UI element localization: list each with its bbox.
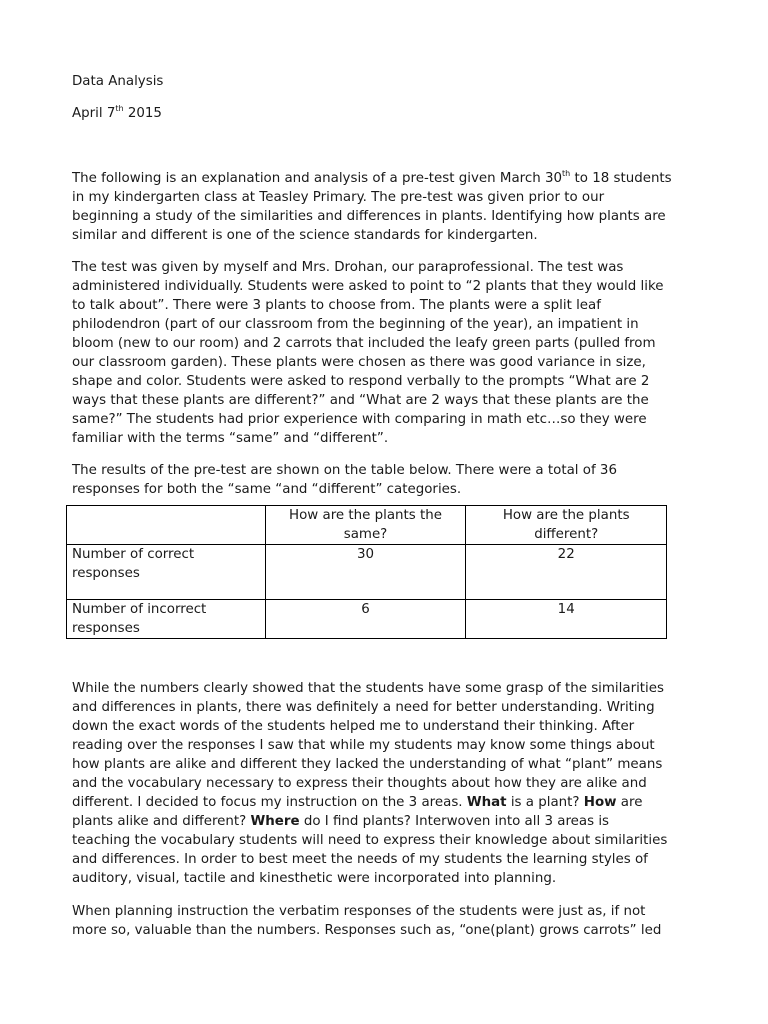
paragraph-line: responses for both the “same “and “different” categories. [72,482,462,497]
paragraph-line: The results of the pre-test are shown on the table below. There were a total of 36 [72,463,617,478]
table-row [67,600,667,639]
paragraph-analysis [72,679,696,888]
paragraph-line: similar and different is one of the science standards for kindergarten. [72,228,538,243]
paragraph-line: teaching the vocabulary students will need to express their knowledge about similarities [72,833,668,848]
paragraph-line: shape and color. Students were asked to respond verbally to the prompts “What are 2 [72,374,650,389]
paragraph-line: in my kindergarten class at Teasley Primary. The pre-test was given prior to our [72,190,605,205]
paragraph-line: The test was given by myself and Mrs. Drohan, our paraprofessional. The test was [72,260,624,275]
cell-incorrect-different: 14 [466,600,667,639]
header-text: different? [534,527,599,542]
paragraph-line: bloom (new to our room) and 2 carrots that included the leafy green parts (pulled from [72,336,656,351]
bold-how: How [583,795,617,810]
paragraph-line [72,812,696,831]
paragraph-line [72,793,696,812]
paragraph-line: beginning a study of the similarities and differences in plants. Identifying how plants are [72,209,666,224]
table-header-empty [67,506,266,545]
header-text: How are the plants [502,508,630,523]
row-label-incorrect [67,600,266,639]
paragraph-line: how plants are alike and different they lacked the understanding of what “plant” means [72,757,663,772]
paragraph-line: to talk about”. There were 3 plants to choose from. The plants were a split leaf [72,298,601,313]
cell-correct-different: 22 [466,545,667,600]
paragraph-line: familiar with the terms “same” and “different”. [72,431,389,446]
cell-incorrect-same: 6 [265,600,466,639]
date-ordinal: th [115,103,124,113]
paragraph-planning [72,902,696,940]
results-table [66,505,667,639]
paragraph-line: reading over the responses I saw that while my students may know some things about [72,738,655,753]
paragraph-introduction [72,169,696,245]
intro-text-start: The following is an explanation and analysis of a pre-test given March 30 [72,171,563,186]
header-text: same? [343,527,388,542]
date-year: 2015 [123,106,162,121]
analysis-text: different. I decided to focus my instruction on the 3 areas. [72,795,467,810]
paragraph-line: our classroom garden). These plants were chosen as there was good variance in size, [72,355,646,370]
paragraph-line: and the vocabulary necessary to express their thoughts about how they are alike and [72,776,647,791]
paragraph-line: administered individually. Students were asked to point to “2 plants that they would like [72,279,664,294]
paragraph-results-intro [72,461,696,499]
paragraph-line: and differences in plants, there was definitely a need for better understanding. Writing [72,700,655,715]
table-row [67,545,667,600]
paragraph-line: same?” The students had prior experience with comparing in math etc…so they were [72,412,647,427]
document-page [72,72,696,940]
paragraph-line: philodendron (part of our classroom from the beginning of the year), an impatient in [72,317,639,332]
analysis-text: is a plant? [506,795,584,810]
paragraph-line: down the exact words of the students helped me to understand their thinking. After [72,719,635,734]
bold-what: What [466,795,507,810]
document-date [72,104,696,123]
analysis-text: do I find plants? Interwoven into all 3 areas is [299,814,610,829]
bold-where: Where [250,814,300,829]
paragraph-line: and differences. In order to best meet the needs of my students the learning styles of [72,852,648,867]
intro-ordinal: th [562,168,571,178]
intro-text-end: to 18 students [570,171,672,186]
table-header-different [466,506,667,545]
table-header-same [265,506,466,545]
table-header-row [67,506,667,545]
row-label-correct [67,545,266,600]
paragraph-line: When planning instruction the verbatim responses of the students were just as, if not [72,904,646,919]
paragraph-line: While the numbers clearly showed that the students have some grasp of the similarities [72,681,664,696]
paragraph-line: ways that these plants are different?” and “What are 2 ways that these plants are the [72,393,649,408]
row-label-text: Number of incorrect [72,602,207,617]
date-text: April 7 [72,106,116,121]
row-label-text: responses [72,566,140,581]
row-label-text: Number of correct [72,547,195,562]
document-title: Data Analysis [72,74,164,89]
paragraph-test-procedure [72,258,696,448]
analysis-text: plants alike and different? [72,814,251,829]
paragraph-line: more so, valuable than the numbers. Responses such as, “one(plant) grows carrots” led [72,923,662,938]
row-label-text: responses [72,621,140,636]
header-text: How are the plants the [289,508,443,523]
analysis-text: are [616,795,643,810]
paragraph-line [72,169,696,188]
paragraph-line: auditory, visual, tactile and kinesthetic were incorporated into planning. [72,871,557,886]
cell-correct-same: 30 [265,545,466,600]
